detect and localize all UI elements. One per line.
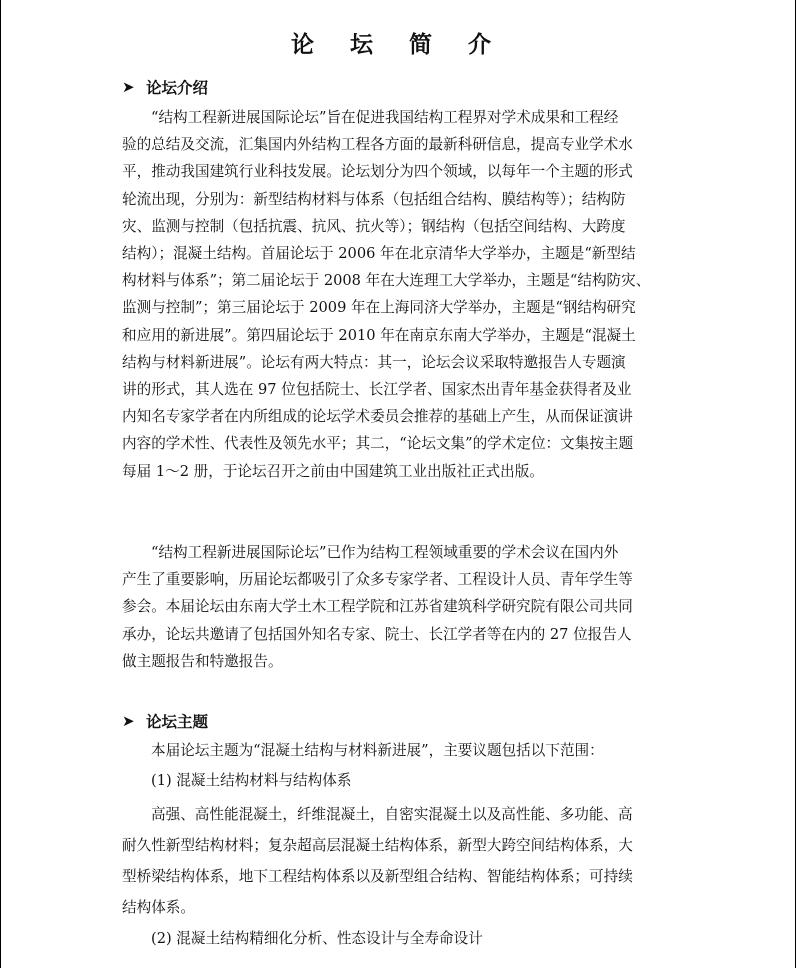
text-line: 型桥梁结构体系，地下工程结构体系以及新型组合结构、智能结构体系；可持续 (122, 868, 633, 885)
text-line: “结构工程新进展国际论坛”旨在促进我国结构工程界对学术成果和工程经 (151, 109, 619, 126)
text-line: 验的总结及交流，汇集国内外结构工程各方面的最新科研信息，提高专业学术水 (122, 136, 633, 154)
topic-1-label: (1) 混凝土结构材料与结构体系 (151, 772, 352, 789)
text-line: 结构体系。 (122, 899, 195, 916)
text-line: 内知名专家学者在内所组成的论坛学术委员会推荐的基础上产生，从而保证演讲 (122, 408, 633, 426)
arrow-bullet-icon: ➤ (122, 78, 135, 96)
text-line: 结构与材料新进展”。论坛有两大特点：其一，论坛会议采取特邀报告人专题演 (122, 353, 626, 371)
text-line: 高强、高性能混凝土，纤维混凝土，自密实混凝土以及高性能、多功能、高 (151, 806, 633, 823)
text-line: 灾、监测与控制（包括抗震、抗风、抗火等）；钢结构（包括空间结构、大跨度 (122, 217, 626, 235)
text-line: 结构）；混凝土结构。首届论坛于 2006 年在北京清华大学举办，主题是“新型结 (122, 245, 636, 263)
intro-paragraph-1 (122, 104, 677, 485)
theme-intro (122, 737, 677, 764)
text-line: 平，推动我国建筑行业科技发展。论坛划分为四个领域，以每年一个主题的形式 (122, 163, 633, 181)
text-line: 构材料与体系”；第二届论坛于 2008 年在大连理工大学举办，主题是“结构防灾、 (122, 272, 651, 290)
text-line: 产生了重要影响，历届论坛都吸引了众多专家学者、工程设计人员、青年学生等 (122, 571, 633, 589)
text-line: 每届 1～2 册，于论坛召开之前由中国建筑工业出版社正式出版。 (122, 462, 544, 480)
text-line: 耐久性新型结构材料；复杂超高层混凝土结构体系，新型大跨空间结构体系，大 (122, 837, 633, 854)
text-line: 参会。本届论坛由东南大学土木工程学院和江苏省建筑科学研究院有限公司共同 (122, 598, 633, 616)
text-line: 做主题报告和特邀报告。 (122, 652, 283, 670)
section-heading-label: 论坛主题 (146, 713, 209, 731)
intro-paragraph-2 (122, 539, 677, 675)
section-heading-intro (122, 76, 208, 98)
text-line: 内容的学术性、代表性及领先水平；其二，“论坛文集”的学术定位：文集按主题 (122, 435, 634, 453)
text-line: “结构工程新进展国际论坛”已作为结构工程领域重要的学术会议在国内外 (151, 544, 619, 561)
topic-1-paragraph (122, 799, 677, 923)
section-heading-theme (122, 710, 208, 732)
text-line: 监测与控制”；第三届论坛于 2009 年在上海同济大学举办，主题是“钢结构研究 (122, 299, 636, 317)
text-line: 承办，论坛共邀请了包括国外知名专家、院士、长江学者等在内的 27 位报告人 (122, 625, 632, 643)
page-title: 论 坛 简 介 (290, 32, 506, 58)
arrow-bullet-icon: ➤ (122, 712, 135, 730)
text-line: 轮流出现，分别为：新型结构材料与体系（包括组合结构、膜结构等）；结构防 (122, 190, 626, 208)
text-line: 本届论坛主题为“混凝土结构与材料新进展”，主要议题包括以下范围： (151, 742, 604, 759)
text-line: 讲的形式，其人选在 97 位包括院士、长江学者、国家杰出青年基金获得者及业 (122, 381, 632, 399)
text-line: 和应用的新进展”。第四届论坛于 2010 年在南京东南大学举办，主题是“混凝土 (122, 326, 636, 344)
topic-2-label: (2) 混凝土结构精细化分析、性态设计与全寿命设计 (151, 930, 483, 947)
section-heading-label: 论坛介绍 (146, 79, 209, 97)
